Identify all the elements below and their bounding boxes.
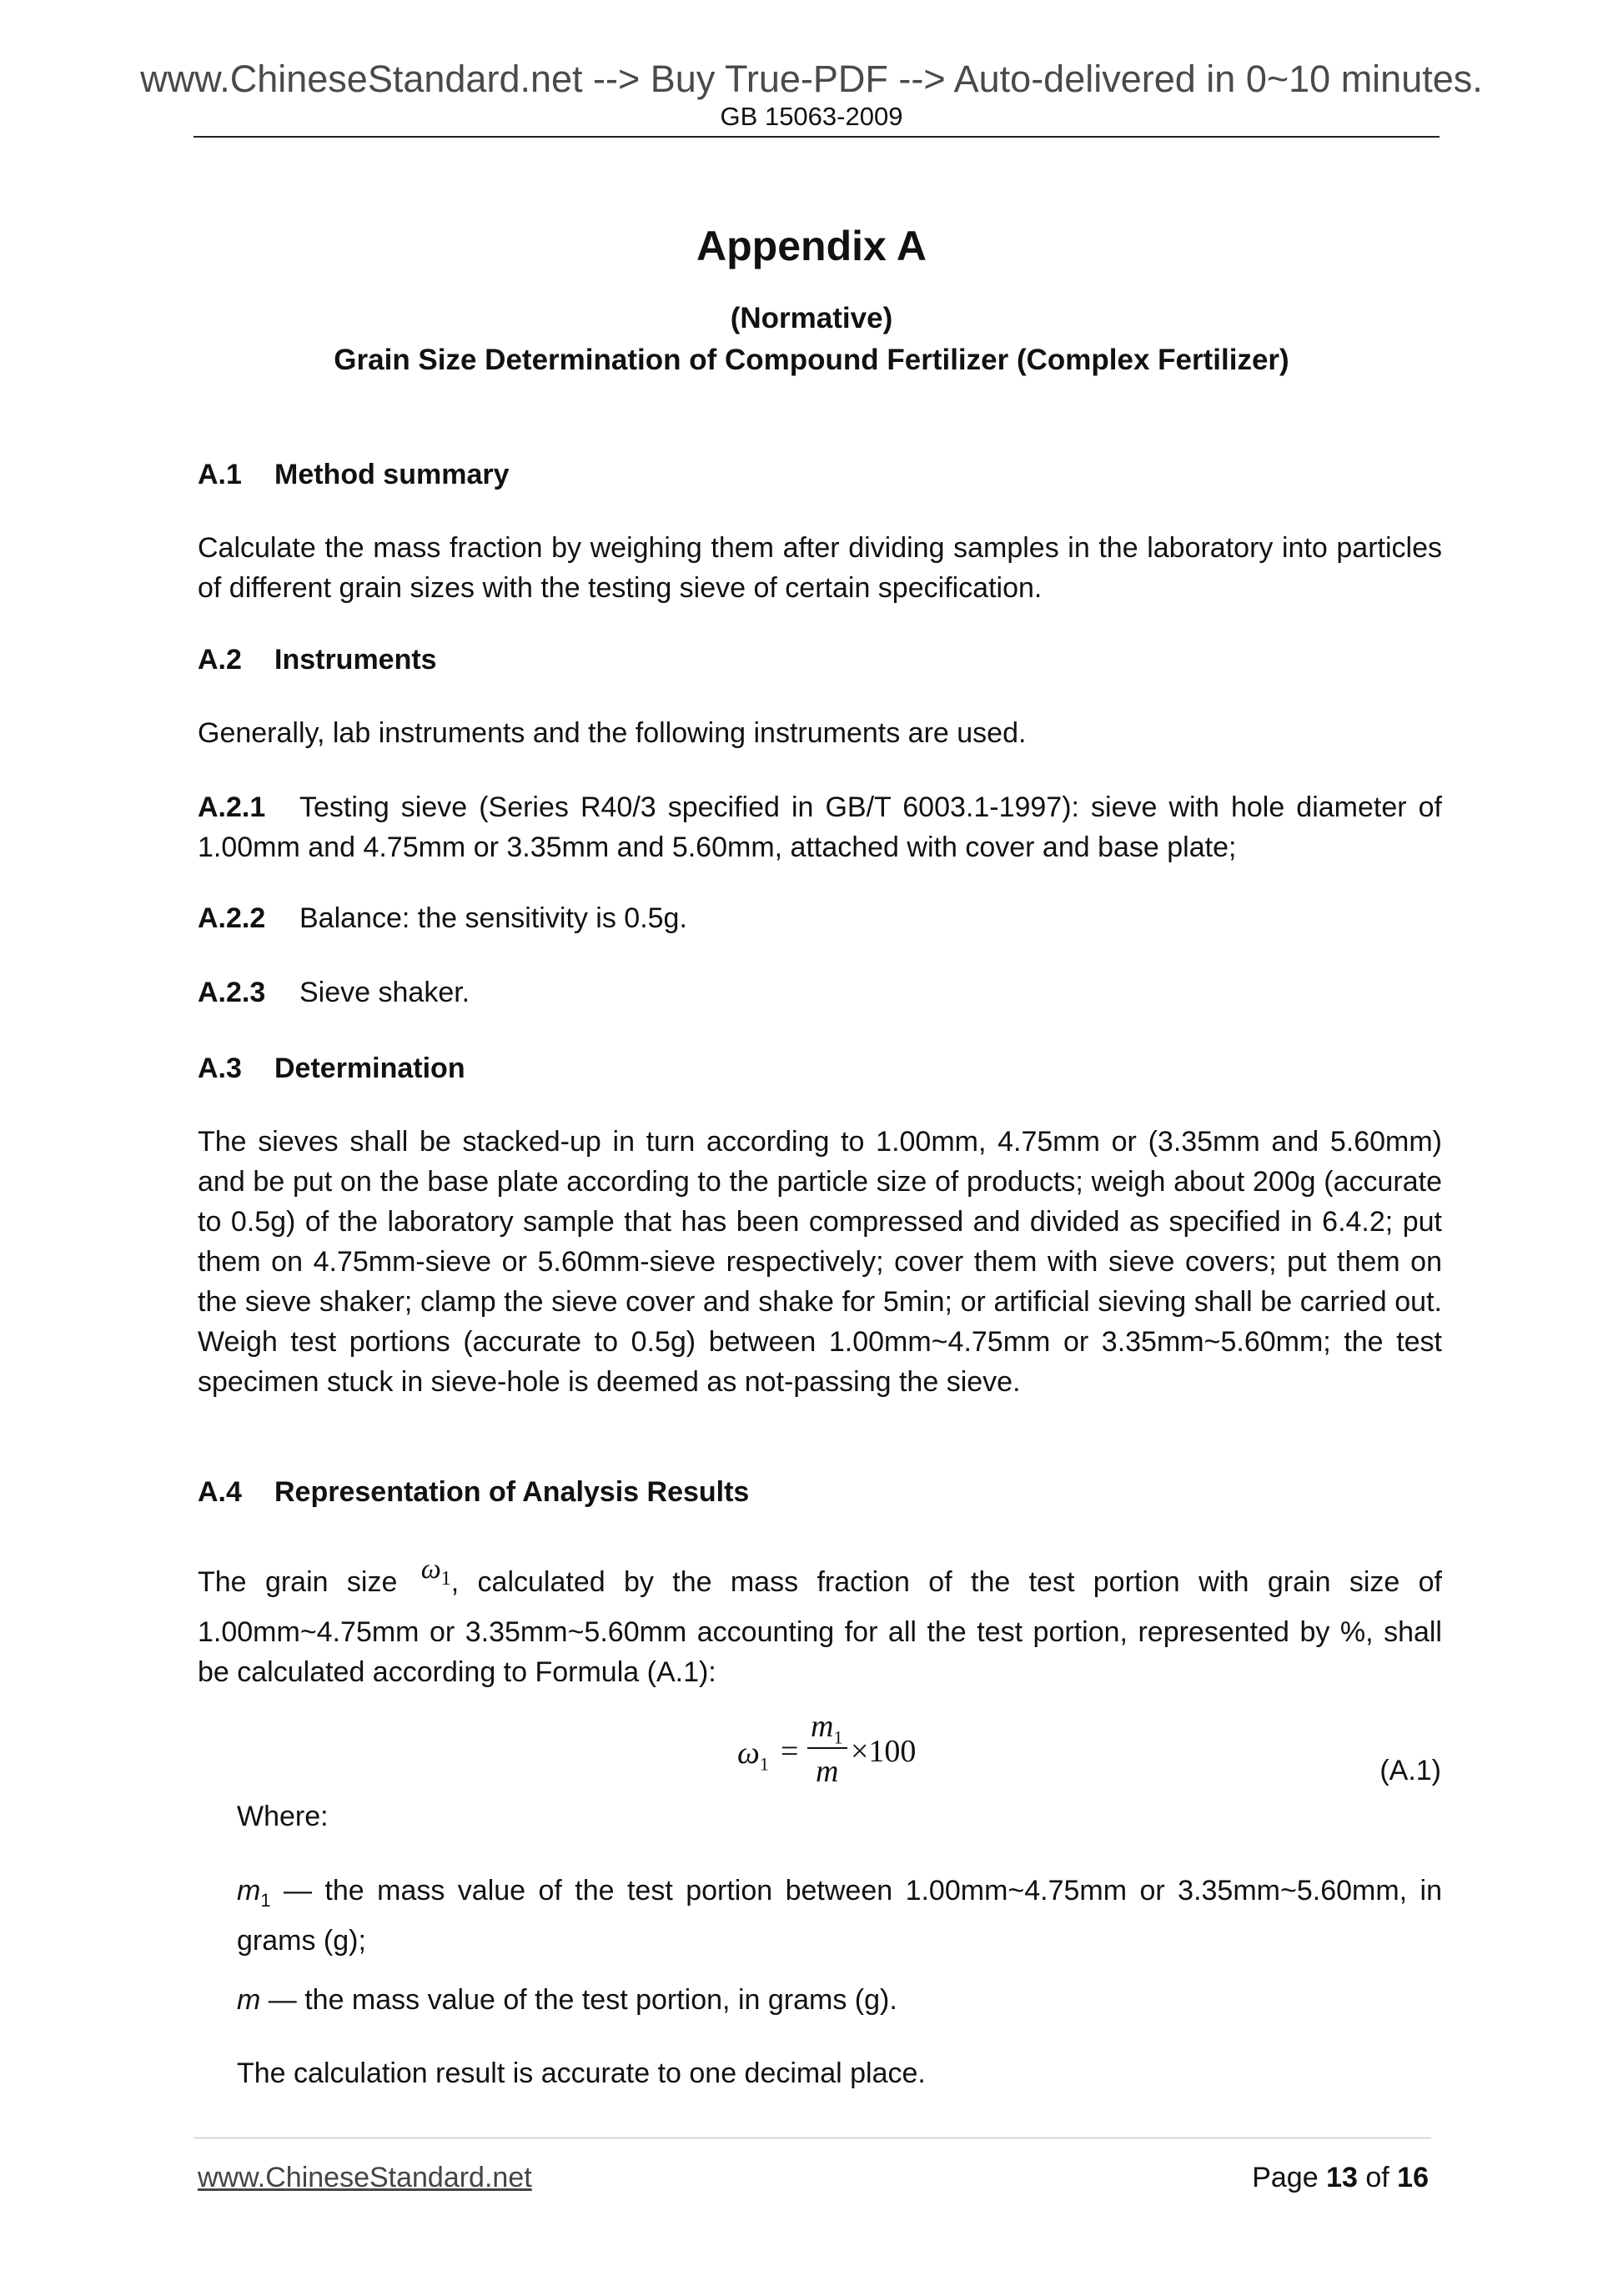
footer-link[interactable]: www.ChineseStandard.net: [198, 2162, 532, 2193]
fraction-bar: [807, 1747, 847, 1749]
formula-equals: =: [781, 1734, 799, 1769]
formula-a1: [737, 1708, 954, 1800]
page-indicator: Page 13 of 16: [1252, 2162, 1429, 2193]
definition-m1: $m_1$ — the mass value of the test portion between 1.00mm~4.75mm or 3.35mm~5.60mm, in grams (g);: [237, 1875, 1442, 1957]
appendix-subtitle: Grain Size Determination of Compound Fertilizer (Complex Fertilizer): [334, 344, 1289, 376]
clause-text: Sieve shaker.: [299, 977, 470, 1008]
where-label: Where:: [237, 1801, 329, 1832]
section-title: Instruments: [274, 644, 437, 676]
formula-denominator: m: [816, 1754, 839, 1789]
section-heading-a4: [198, 1478, 749, 1506]
text-before-symbol: The grain size: [198, 1566, 398, 1598]
clause-number: A.2.2: [198, 902, 266, 934]
section-heading-a1: [198, 460, 510, 489]
paragraph-representation: [198, 1554, 1443, 1692]
clause-a2-1: [198, 787, 1442, 867]
text-after-symbol: , calculated by the mass fraction of the test portion with grain size of 1.00mm~4.75mm or 3.35mm~5.60mm accounting for all the test portion, represented by %, shall be calculated according to Formula (A.1):: [198, 1566, 1443, 1688]
paragraph-instruments: Generally, lab instruments and the following instruments are used.: [198, 717, 1027, 749]
section-title: Determination: [274, 1053, 465, 1084]
paragraph-method-summary: Calculate the mass fraction by weighing them after dividing samples in the laboratory into particles of different grain sizes with the testing sieve of certain specification.: [198, 532, 1442, 604]
clause-a2-2: [198, 898, 1442, 938]
definition-m: m — the mass value of the test portion, in grams (g).: [237, 1984, 897, 2016]
clause-number: A.2.1: [198, 791, 266, 823]
section-number: A.4: [198, 1476, 242, 1508]
clause-number: A.2.3: [198, 977, 266, 1008]
clause-text: Balance: the sensitivity is 0.5g.: [299, 902, 687, 934]
section-number: A.2: [198, 644, 242, 676]
top-banner[interactable]: www.ChineseStandard.net --> Buy True-PDF --> Auto-delivered in 0~10 minutes.: [140, 58, 1483, 100]
omega-symbol: $\omega_1$: [420, 1554, 451, 1590]
section-heading-a3: [198, 1054, 465, 1083]
header-divider: [193, 136, 1440, 138]
section-heading-a2: [198, 646, 437, 674]
formula-multiplier: ×100: [851, 1734, 917, 1769]
section-title: Representation of Analysis Results: [274, 1476, 750, 1508]
formula-numerator: $m_1$: [811, 1709, 843, 1748]
section-number: A.1: [198, 459, 242, 490]
paragraph-determination: The sieves shall be stacked-up in turn according to 1.00mm, 4.75mm or (3.35mm and 5.60mm) and be put on the base plate according to the particle size of products; weigh about 200g (accurate to 0.5g) of the laboratory sample that has been compressed and divided as specified in 6.4.2; put them on 4.75mm-sieve or 5.60mm-sieve respectively; cover them with sieve covers; put them on the sieve shaker; clamp the sieve cover and shake for 5min; or artificial sieving shall be carried out. Weigh test portions (accurate to 0.5g) between 1.00mm~4.75mm or 3.35mm~5.60mm; the test specimen stuck in sieve-hole is deemed as not-passing the sieve.: [198, 1126, 1442, 1398]
section-number: A.3: [198, 1053, 242, 1084]
appendix-type: (Normative): [730, 302, 893, 334]
section-title: Method summary: [274, 459, 510, 490]
standard-id: GB 15063-2009: [720, 102, 903, 131]
clause-text: Testing sieve (Series R40/3 specified in GB/T 6003.1-1997): sieve with hole diameter of 1.00mm and 4.75mm or 3.35mm and 5.60mm, attached with cover and base plate;: [198, 791, 1442, 863]
clause-a2-3: [198, 972, 1442, 1012]
formula-lhs: $\omega_1$: [737, 1736, 769, 1775]
appendix-title: Appendix A: [696, 223, 927, 269]
formula-number: (A.1): [1379, 1755, 1441, 1786]
calculation-note: The calculation result is accurate to one decimal place.: [237, 2057, 926, 2089]
